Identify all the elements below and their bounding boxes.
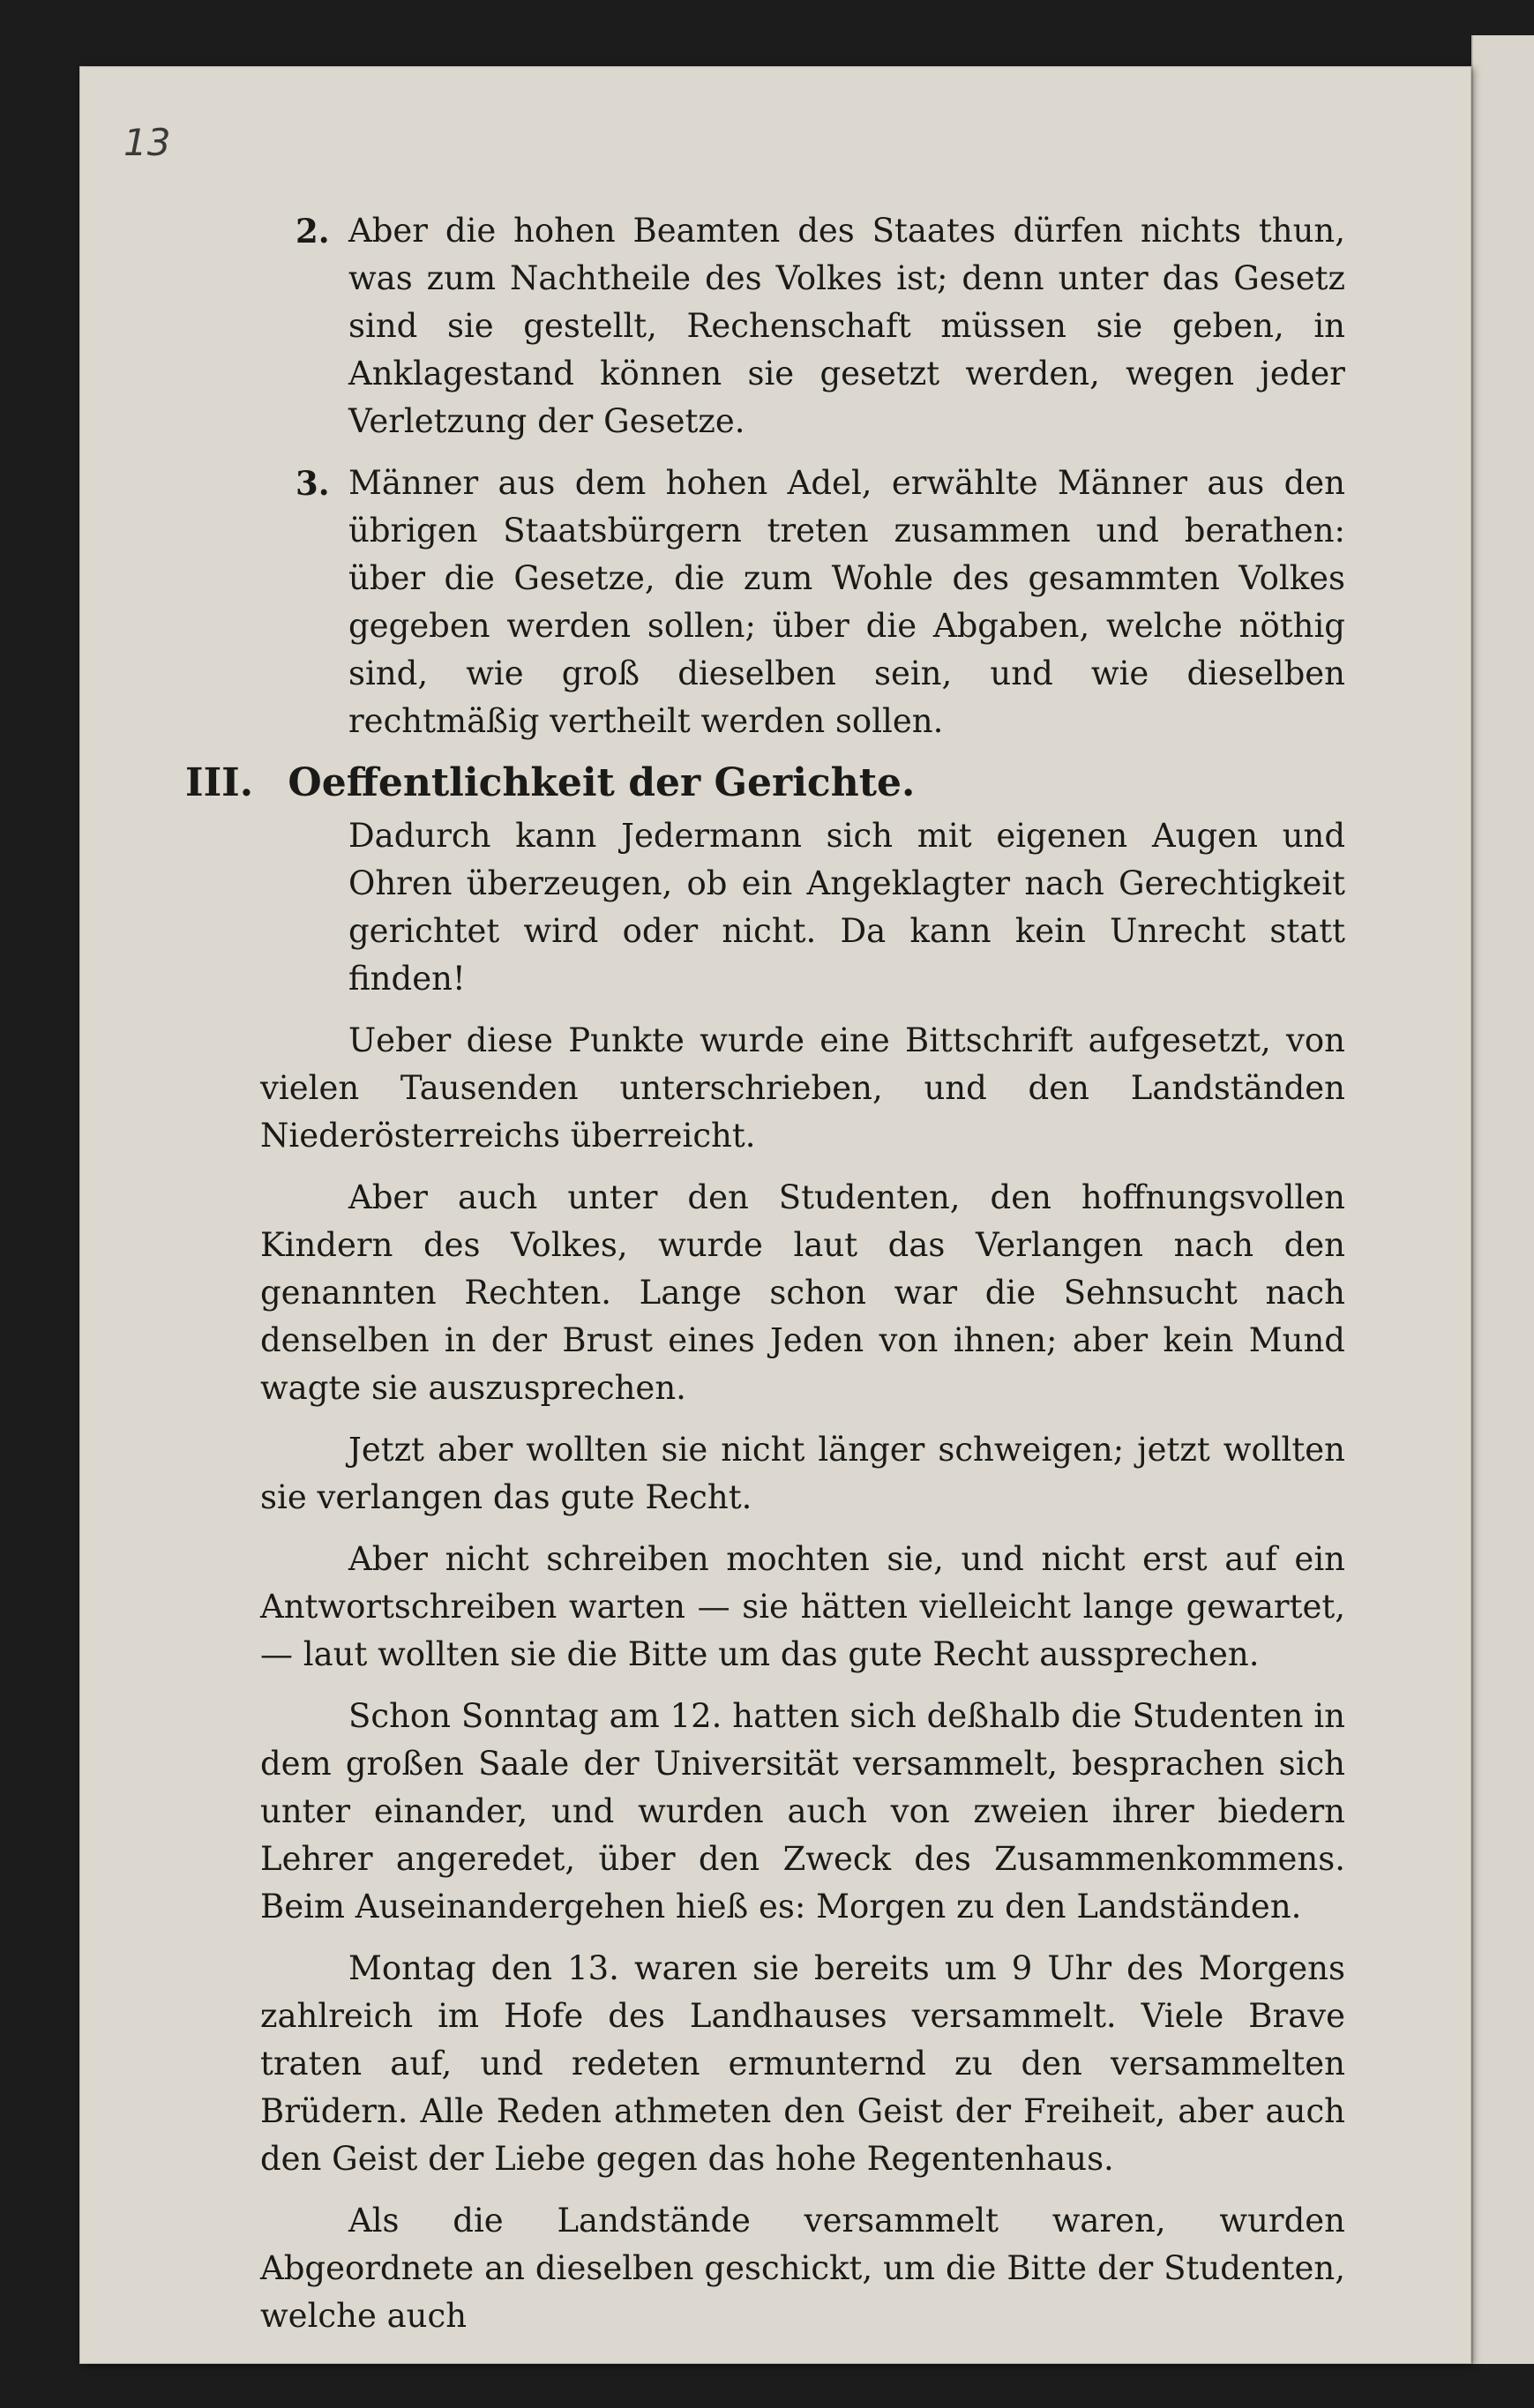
section-text bbox=[260, 812, 1345, 1003]
section-number: III. bbox=[185, 760, 254, 805]
paragraph: Als die Landstände versammelt waren, wurden Abgeordnete an dieselben geschickt, um die Bitte der Studenten, welche auch bbox=[260, 2202, 1345, 2335]
paragraph: Schon Sonntag am 12. hatten sich deßhalb die Studenten in dem großen Saale der Universität versammelt, besprachen sich unter einander, und wurden auch von zweien ihrer biedern Lehrer angeredet, über den Zweck des Zusammenkommens. Beim Auseinandergehen hieß es: Morgen zu den Landständen. bbox=[260, 1697, 1345, 1926]
item-text: Aber die hohen Beamten des Staates dürfen nichts thun, was zum Nachtheile des Volkes ist; denn unter das Gesetz sind sie gestellt, Rechenschaft müssen sie geben, in Anklagestand können sie gesetzt werden, wegen jeder Verletzung der Gesetze. bbox=[348, 212, 1345, 440]
item-number: 2. bbox=[296, 212, 330, 251]
paragraph: Aber nicht schreiben mochten sie, und nicht erst auf ein Antwortschreiben warten — sie hätten vielleicht lange gewartet, — laut wollten sie die Bitte um das gute Recht aussprechen. bbox=[260, 1540, 1345, 1673]
page-text bbox=[185, 207, 1345, 2354]
paragraph: Ueber diese Punkte wurde eine Bittschrift aufgesetzt, von vielen Tausenden unterschrieben, und den Landständen Niederösterreichs überreicht. bbox=[260, 1021, 1345, 1155]
section-heading bbox=[185, 759, 1345, 807]
list-item bbox=[260, 207, 1345, 445]
folio-number: 13 bbox=[123, 121, 171, 164]
item-text: Männer aus dem hohen Adel, erwählte Männer aus den übrigen Staatsbürgern treten zusammen und berathen: über die Gesetze, die zum Wohle des gesammten Volkes gegeben werden sollen; über die Abgaben, welche nöthig sind, wie groß dieselben sein, und wie dieselben rechtmäßig vertheilt werden sollen. bbox=[348, 464, 1345, 740]
section-paragraph: Dadurch kann Jedermann sich mit eigenen Augen und Ohren überzeugen, ob ein Angeklagter nach Gerechtigkeit gerichtet wird oder nicht. Da kann kein Unrecht statt finden! bbox=[348, 817, 1345, 998]
paragraph: Jetzt aber wollten sie nicht länger schweigen; jetzt wollten sie verlangen das gute Recht. bbox=[260, 1431, 1345, 1516]
paragraph: Montag den 13. waren sie bereits um 9 Uhr des Morgens zahlreich im Hofe des Landhauses versammelt. Viele Brave traten auf, und redeten ermunternd zu den versammelten Brüdern. Alle Reden athmeten den Geist der Freiheit, aber auch den Geist der Liebe gegen das hohe Regentenhaus. bbox=[260, 1949, 1345, 2178]
list-item bbox=[260, 460, 1345, 745]
paragraph: Aber auch unter den Studenten, den hoffnungsvollen Kindern des Volkes, wurde laut das Verlangen nach den genannten Rechten. Lange schon war die Sehnsucht nach denselben in der Brust eines Jeden von ihnen; aber kein Mund wagte sie auszusprechen. bbox=[260, 1178, 1345, 1407]
board-edge bbox=[1471, 35, 1534, 2364]
item-number: 3. bbox=[296, 464, 330, 503]
section-title: Oeffentlichkeit der Gerichte. bbox=[288, 760, 916, 805]
